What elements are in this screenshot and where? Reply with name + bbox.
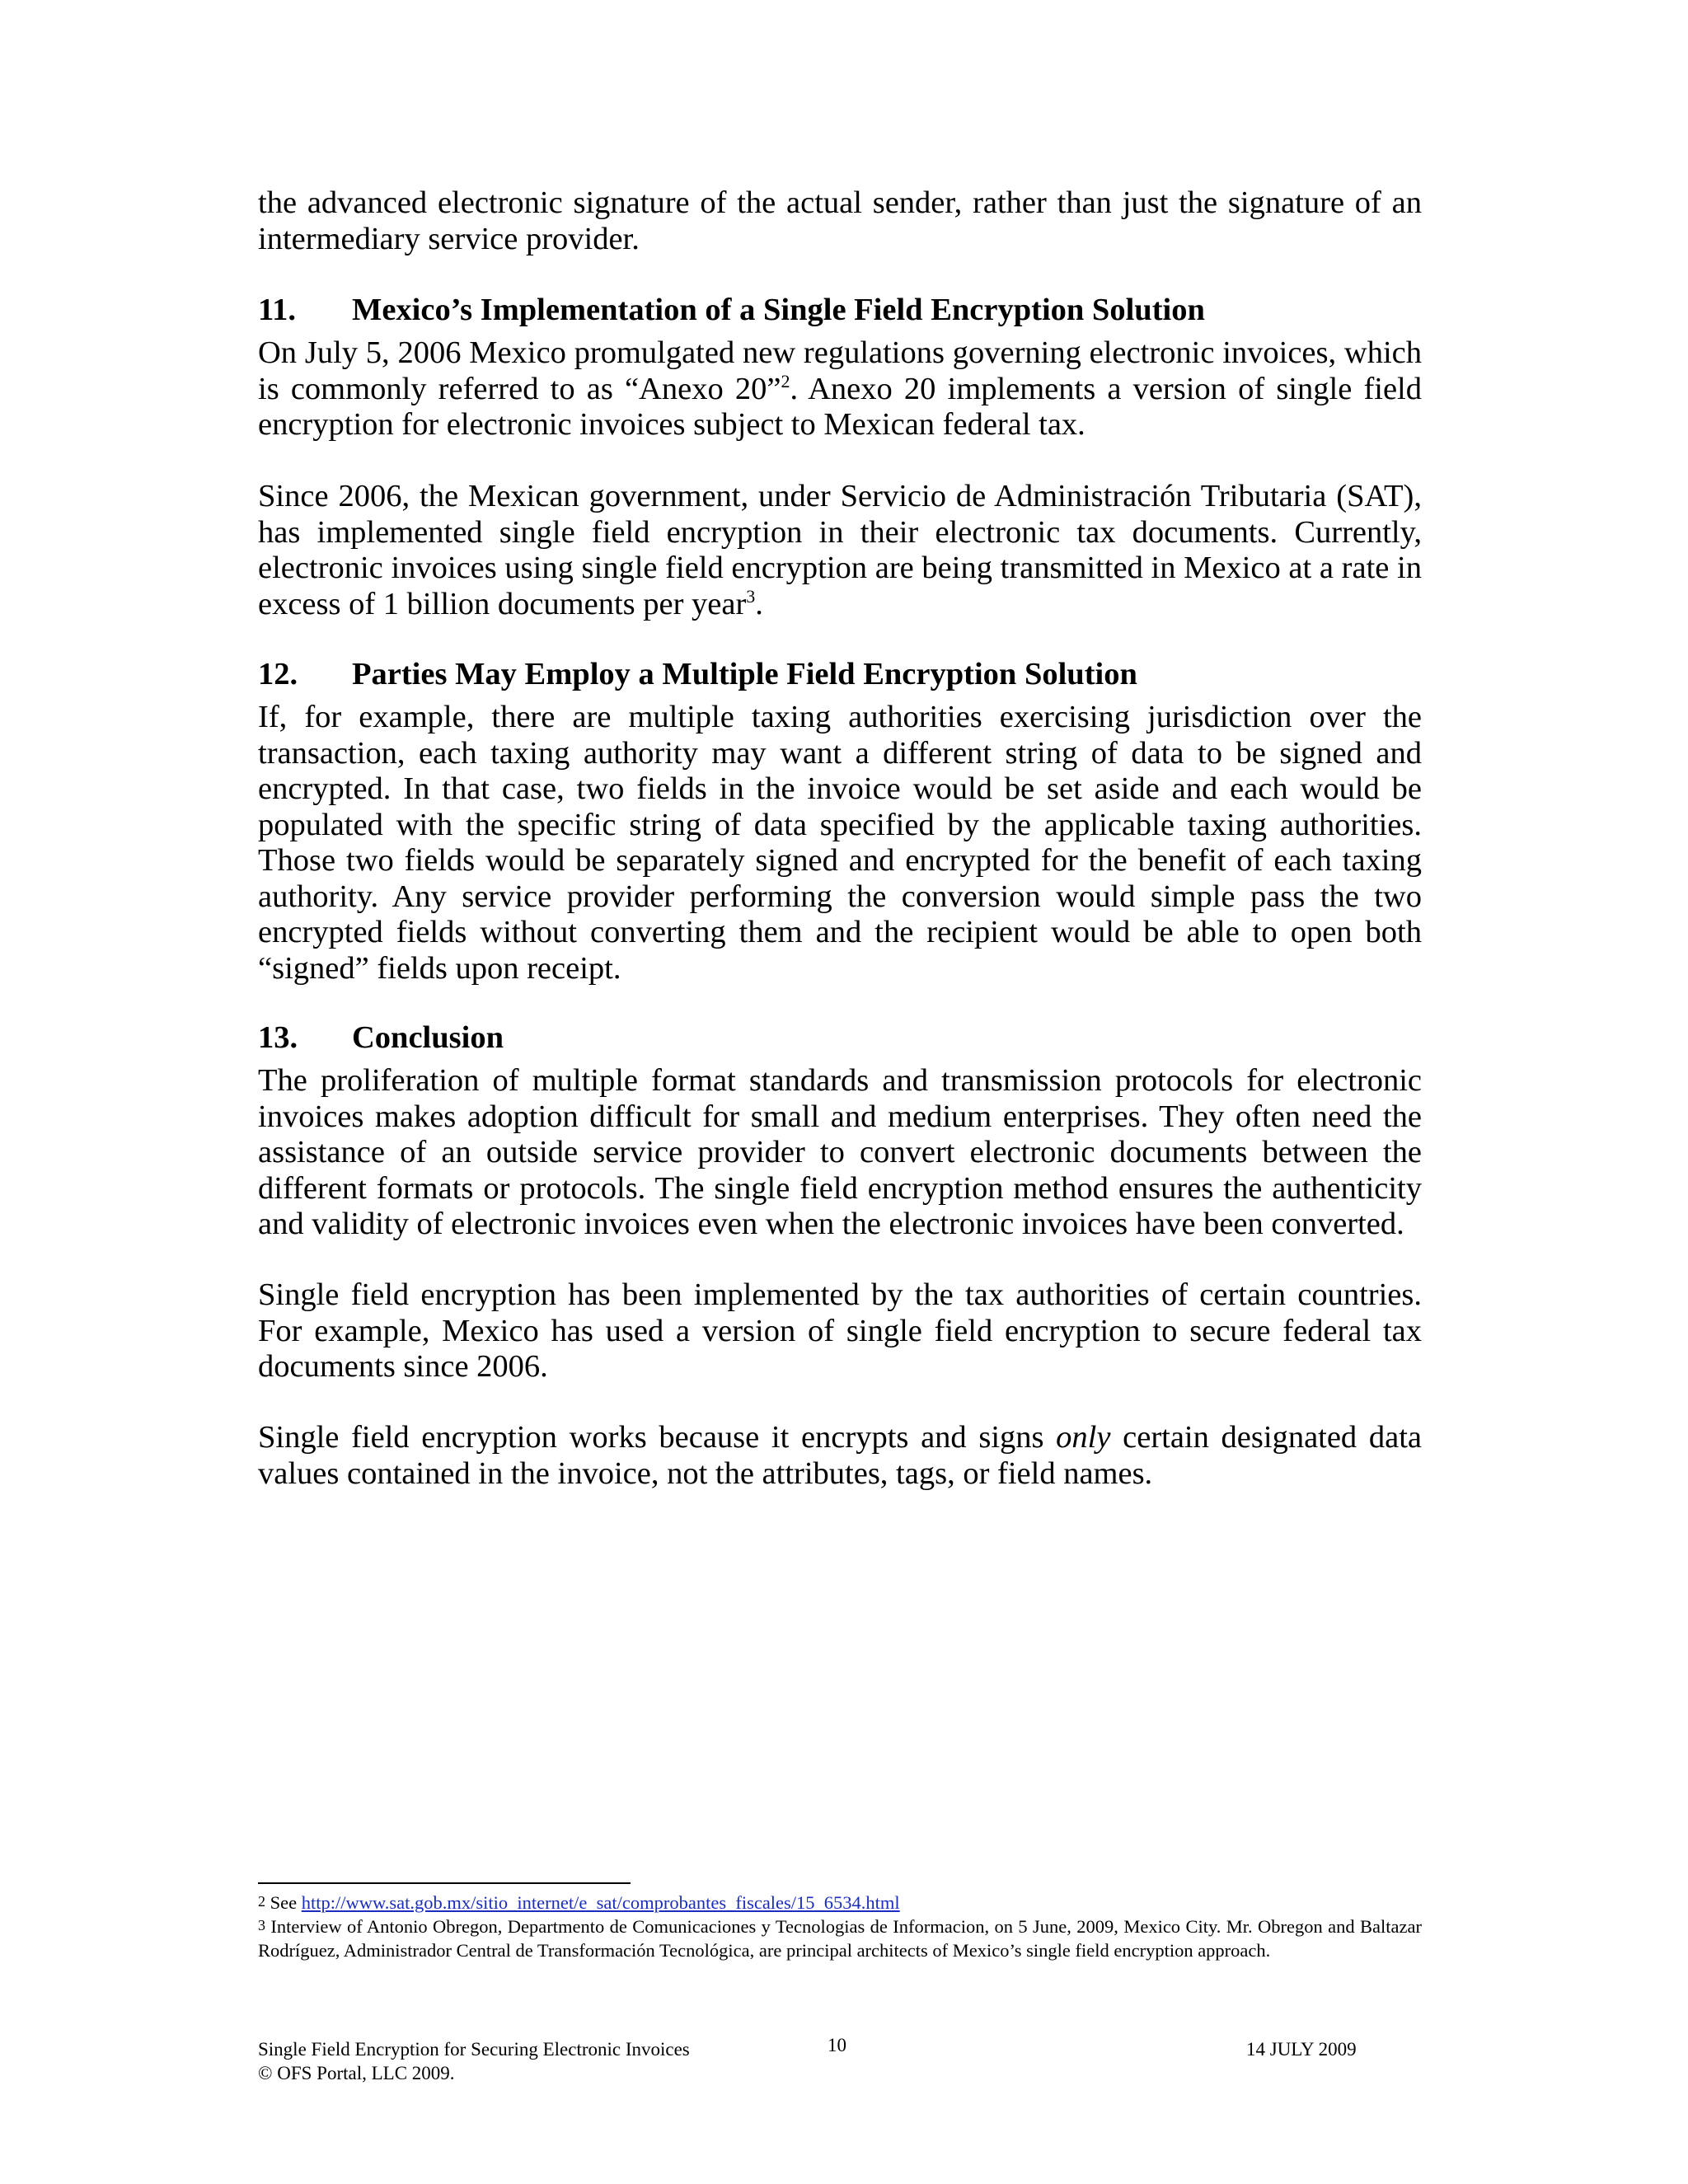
footnote-2 xyxy=(258,1891,1422,1915)
footnote-3 xyxy=(258,1915,1422,1962)
footnote-separator xyxy=(258,1882,631,1884)
footer-copyright: © OFS Portal, LLC 2009. xyxy=(258,2063,455,2083)
section-13-heading xyxy=(258,1020,1422,1057)
footnote-3-mark: 3 xyxy=(258,1917,265,1933)
section-12-p1-text: If, for example, there are multiple taxing authorities exercising jurisdiction over the transaction, each taxing authority may want a different string of data to be signed and encrypted. In that case, two fields in the invoice would be set aside and each would be populated with the specific string of data specified by the applicable taxing authorities. Those two fields would be separately signed and encrypted for the benefit of each taxing authority. Any service provider performing the conversion would simple pass the two encrypted fields without converting them and the recipient would be able to open both “signed” fields upon receipt. xyxy=(258,700,1422,986)
section-12-title: Parties May Employ a Multiple Field Encryption Solution xyxy=(352,657,1137,691)
section-12-paragraph-1 xyxy=(258,700,1422,987)
section-12-heading xyxy=(258,657,1422,693)
footnote-ref-2[interactable]: 2 xyxy=(781,370,790,391)
footnote-ref-3[interactable]: 3 xyxy=(746,585,756,607)
footnote-3-text: Interview of Antonio Obregon, Departmento de Comunicaciones y Tecnologias de Informacion, on 5 June, 2009, Mexico City. Mr. Obregon and Baltazar Rodríguez, Administrador Central de Transformación Tecnológica, are principal architects of Mexico’s single field encryption approach. xyxy=(258,1916,1422,1961)
section-11-p2-text: Since 2006, the Mexican government, under Servicio de Administración Tributaria (SAT), has implemented single field encryption in their electronic tax documents. Currently, electronic invoices using single field encryption are being transmitted in Mexico at a rate in excess of 1 billion documents per year xyxy=(258,479,1422,621)
section-13-p3-text-cont: certain designated data values contained in the invoice, not the attributes, tags, or field names. xyxy=(258,1420,1422,1491)
section-13-paragraph-2 xyxy=(258,1277,1422,1385)
section-13-paragraph-3 xyxy=(258,1420,1422,1492)
section-13-title: Conclusion xyxy=(352,1020,504,1055)
section-13-p1-text: The proliferation of multiple format standards and transmission protocols for electronic invoices makes adoption difficult for small and medium enterprises. They often need the assistance of an outside service provider to convert electronic documents between the different formats or protocols. The single field encryption method ensures the authenticity and validity of electronic invoices even when the electronic invoices have been converted. xyxy=(258,1063,1422,1241)
section-13-number: 13. xyxy=(258,1020,298,1055)
section-11-p1-text-cont: . Anexo 20 implements a version of single field encryption for electronic invoices subject to Mexican federal tax. xyxy=(258,371,1422,442)
section-13-p3-text: Single field encryption works because it encrypts and signs xyxy=(258,1420,1057,1455)
section-11-p1-text: On July 5, 2006 Mexico promulgated new regulations governing electronic invoices, which is commonly referred to as “Anexo 20” xyxy=(258,335,1422,406)
footnote-2-mark: 2 xyxy=(258,1893,265,1910)
section-12-number: 12. xyxy=(258,657,298,691)
footer-date: 14 JULY 2009 xyxy=(1246,2039,1357,2060)
section-11-number: 11. xyxy=(258,293,297,327)
footnote-2-link[interactable]: http://www.sat.gob.mx/sitio_internet/e_sat/comprobantes_fiscales/15_6534.html xyxy=(301,1892,900,1913)
page-number: 10 xyxy=(828,2035,846,2055)
footnote-2-prefix: See xyxy=(265,1892,302,1913)
section-13-p2-text: Single field encryption has been implemented by the tax authorities of certain countries. For example, Mexico has used a version of single field encryption to secure federal tax documents since 2006. xyxy=(258,1277,1422,1384)
emphasis-only: only xyxy=(1056,1420,1111,1455)
intro-paragraph xyxy=(258,185,1422,257)
section-11-paragraph-2 xyxy=(258,479,1422,622)
section-11-p2-text-cont: . xyxy=(755,586,763,621)
footer-doc-title: Single Field Encryption for Securing Electronic Invoices xyxy=(258,2039,690,2060)
section-11-title: Mexico’s Implementation of a Single Field Encryption Solution xyxy=(352,293,1205,327)
section-13-paragraph-1 xyxy=(258,1063,1422,1243)
section-11-heading xyxy=(258,293,1422,329)
intro-text: the advanced electronic signature of the actual sender, rather than just the signature of an intermediary service provider. xyxy=(258,185,1422,256)
section-11-paragraph-1 xyxy=(258,335,1422,443)
